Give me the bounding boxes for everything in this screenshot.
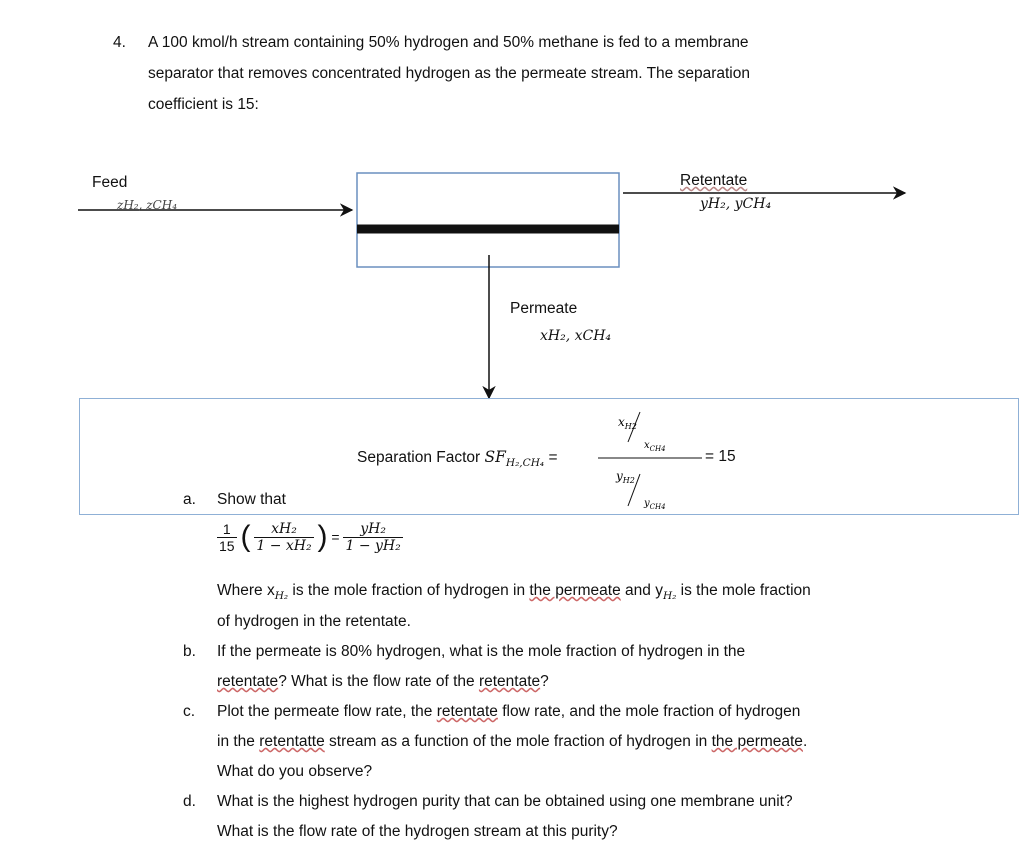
separation-factor-label: [357, 448, 558, 469]
where-text-2: is the mole fraction of hydrogen in: [288, 582, 530, 599]
where-text-4: and y: [620, 582, 663, 599]
eq-one-fifteenth: [217, 521, 237, 554]
part-c-term-2: retentatte: [259, 733, 325, 750]
where-text-1: Where x: [217, 582, 275, 599]
eq-right-denominator: 1 − yH₂: [345, 537, 401, 554]
eq-right-fraction: [343, 521, 402, 554]
part-b-text: ? What is the flow rate of the: [278, 673, 479, 690]
part-a-where-line: Where $x_{H_2}$ is the mole fraction of hydrogen in the permeate and $y_{H_2}$ is the mole fraction: [217, 582, 811, 603]
eq-left-fraction: [254, 521, 313, 554]
svg-text:yCH4: $y_{CH4}$: [644, 498, 666, 511]
part-d-letter: d.: [183, 793, 196, 810]
part-c-text-1a: Plot the permeate flow rate, the: [217, 703, 437, 720]
eq-left-numerator: xH₂: [254, 521, 313, 538]
part-b-term-1: retentate: [217, 673, 279, 690]
part-d-line-1: What is the highest hydrogen purity that can be obtained using one membrane unit?: [217, 793, 793, 810]
permeate-variables: xH₂, xCH₄: [540, 328, 612, 344]
svg-text:xH2: $x_{H2}$: [618, 415, 637, 431]
retentate-variables: yH₂, yCH₄: [700, 196, 772, 212]
sf-symbol: SF: [484, 448, 506, 466]
part-c-text-1c: flow rate, and the mole fraction of hydrogen: [497, 703, 801, 720]
question-number: 4.: [113, 34, 126, 51]
part-a-where-line-2: of hydrogen in the retentate.: [217, 613, 411, 630]
part-b-line-1: If the permeate is 80% hydrogen, what is the mole fraction of hydrogen in the: [217, 643, 746, 660]
eq-right-numerator: yH₂: [343, 521, 402, 538]
feed-label: Feed: [92, 174, 128, 191]
part-a-equation: $\frac{1}{15}$ ( $\frac{\text{xH₂}}{\text{1 − xH₂}}$ ) = $\frac{\text{yH₂}}{\text{1 − yH₂}}$: [219, 520, 401, 554]
part-c-term-3: the permeate: [711, 733, 803, 750]
eq-left-denominator: 1 − xH₂: [256, 537, 312, 554]
permeate-label: Permeate: [510, 300, 578, 317]
where-permeate-term: the permeate: [529, 582, 621, 599]
part-b-end: ?: [540, 673, 549, 690]
part-b-letter: b.: [183, 643, 196, 660]
part-c-line-2: [217, 726, 997, 757]
part-c-line-1: [217, 696, 997, 727]
where-text-5: is the mole fraction: [676, 582, 811, 599]
part-c-text-2c: stream as a function of the mole fraction of hydrogen in: [324, 733, 712, 750]
part-a-text: Show that: [217, 491, 286, 508]
part-b-term-2: retentate: [478, 673, 541, 690]
question-line-1: A 100 kmol/h stream containing 50% hydrogen and 50% methane is fed to a membrane: [148, 34, 749, 51]
sf-equals: =: [548, 449, 558, 466]
question-line-2: separator that removes concentrated hydrogen as the permeate stream. The separation: [148, 65, 750, 82]
eq-frac-denominator: 15: [219, 537, 235, 554]
svg-text:xCH4: $x_{CH4}$: [644, 440, 666, 453]
svg-text:yH2: $y_{H2}$: [616, 469, 635, 485]
retentate-label: Retentate: [680, 172, 748, 189]
sf-text: Separation Factor: [357, 449, 481, 466]
part-c-letter: c.: [183, 703, 196, 720]
part-a-letter: a.: [183, 491, 196, 508]
question-line-3: coefficient is 15:: [148, 96, 259, 113]
part-d-line-2: What is the flow rate of the hydrogen stream at this purity?: [217, 823, 618, 840]
part-c-term-1: retentate: [436, 703, 498, 720]
part-c-text-2e: .: [802, 733, 808, 750]
sf-subscript: H₂,CH₄: [505, 457, 545, 470]
feed-variables: zH₂, zCH₄: [117, 198, 178, 212]
part-b-line-2: [217, 666, 997, 697]
membrane-unit-box: [357, 173, 619, 267]
part-c-text-2a: in the: [217, 733, 260, 750]
separation-factor-value: = 15: [705, 448, 736, 465]
eq-frac-numerator: 1: [217, 521, 237, 538]
part-c-line-3: What do you observe?: [217, 763, 373, 780]
